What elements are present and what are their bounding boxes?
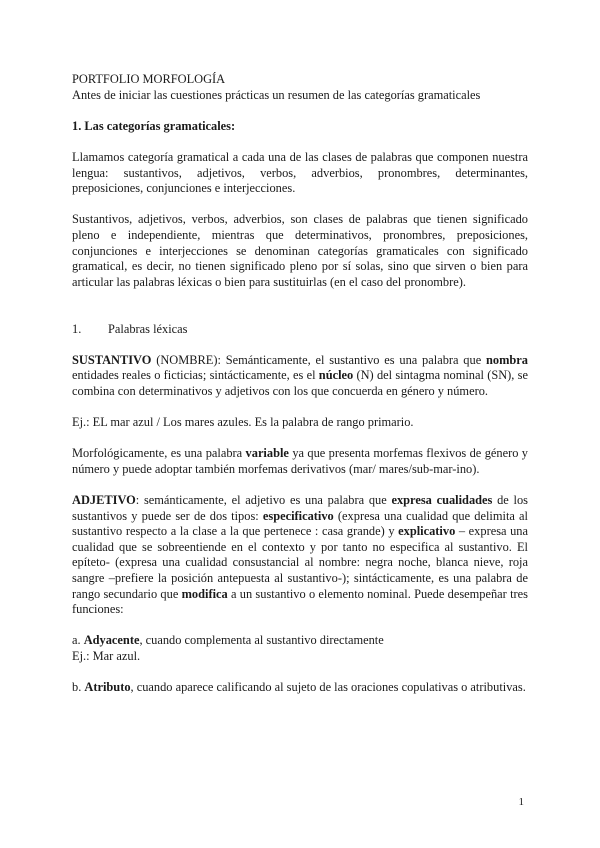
paragraph-lexical-vs-grammatical: Sustantivos, adjetivos, verbos, adverbios, son clases de palabras que tienen significado pleno e independiente, mientras que determinativos, pronombres, preposiciones, conjunciones e interjecciones se denominan categorías gramaticales con significado gramatical, es decir, no tienen significado pleno por sí solas, sino que sirven o bien para articular las palabras léxicas o bien para sustituirlas (en el caso del pronombre). [72, 212, 528, 289]
text-run: , cuando complementa al sustantivo directamente [139, 633, 384, 648]
page-content [72, 72, 528, 696]
bold-run: expresa cualidades [391, 493, 493, 508]
term-adjetivo: ADJETIVO [72, 493, 136, 508]
bold-run: explicativo [398, 524, 456, 539]
text-run: – expresa una cualidad que se sobreentiende en el contexto y por tanto no especifica al sustantivo. El epíteto- (expresa una cualidad consustancial al nombre: negra noche, blanca nieve, roja sangre –prefiere la posición antepuesta al sustantivo-); sintácticamente, es una palabra de rango secundario que [72, 524, 529, 601]
text-run: , cuando aparece calificando al sujeto de las oraciones copulativas o atributivas. [130, 680, 526, 695]
text-run: de los sustantivos y puede ser de dos tipos: [72, 493, 528, 523]
paragraph-definition: Llamamos categoría gramatical a cada una de las clases de palabras que componen nuestra lengua: sustantivos, adjetivos, verbos, adverbios, pronombres, determinantes, preposiciones, conjunciones e interjecciones. [72, 149, 528, 196]
paragraph-morfologia [72, 446, 528, 477]
list-item-palabras-lexicas [72, 322, 528, 338]
section-heading [72, 119, 528, 135]
text-run: (N) del sintagma nominal (SN), se combina con determinativos y adjetivos con los que concuerda en género y número. [72, 368, 528, 398]
list-number: 1. [72, 321, 82, 336]
function-atributo [72, 680, 528, 696]
text-run: entidades reales o ficticias; sintácticamente, es el [72, 368, 319, 383]
bold-run: Atributo [84, 680, 131, 695]
bold-run: especificativo [262, 508, 334, 523]
document-subtitle: Antes de iniciar las cuestiones prácticas un resumen de las categorías gramaticales [72, 87, 481, 102]
list-label: Palabras léxicas [108, 321, 188, 336]
bold-run: núcleo [318, 368, 354, 383]
example-adyacente: Ej.: Mar azul. [72, 648, 141, 663]
text-run: (expresa una cualidad que delimita al sustantivo respecto a la clase a la que pertenece : casa grande) y [72, 508, 528, 539]
text-run: (NOMBRE): Semánticamente, el sustantivo es una palabra que [151, 352, 486, 367]
bold-run: Adyacente [83, 633, 140, 648]
document-title: PORTFOLIO MORFOLOGÍA [72, 72, 226, 86]
bold-run: modifica [181, 586, 228, 601]
paragraph-sustantivo [72, 353, 528, 400]
text-run: b. [72, 680, 85, 695]
example-sustantivo: Ej.: EL mar azul / Los mares azules. Es la palabra de rango primario. [72, 415, 414, 430]
term-sustantivo: SUSTANTIVO [72, 352, 152, 367]
bold-run: variable [245, 446, 289, 461]
text-run: : semánticamente, el adjetivo es una palabra que [135, 493, 392, 508]
page-number: 1 [518, 796, 524, 808]
bold-run: nombra [486, 352, 528, 367]
section-heading-text: 1. Las categorías gramaticales: [72, 118, 236, 133]
text-run: ya que presenta morfemas flexivos de género y número y puede adoptar también morfemas derivativos (mar/ mares/sub-mar-ino). [72, 446, 528, 476]
text-run: a un sustantivo o elemento nominal. Puede desempeñar tres funciones: [72, 586, 528, 617]
text-run: Morfológicamente, es una palabra [72, 446, 246, 461]
text-run: a. [72, 633, 84, 648]
paragraph-adjetivo [72, 493, 528, 618]
function-adyacente [72, 633, 528, 649]
